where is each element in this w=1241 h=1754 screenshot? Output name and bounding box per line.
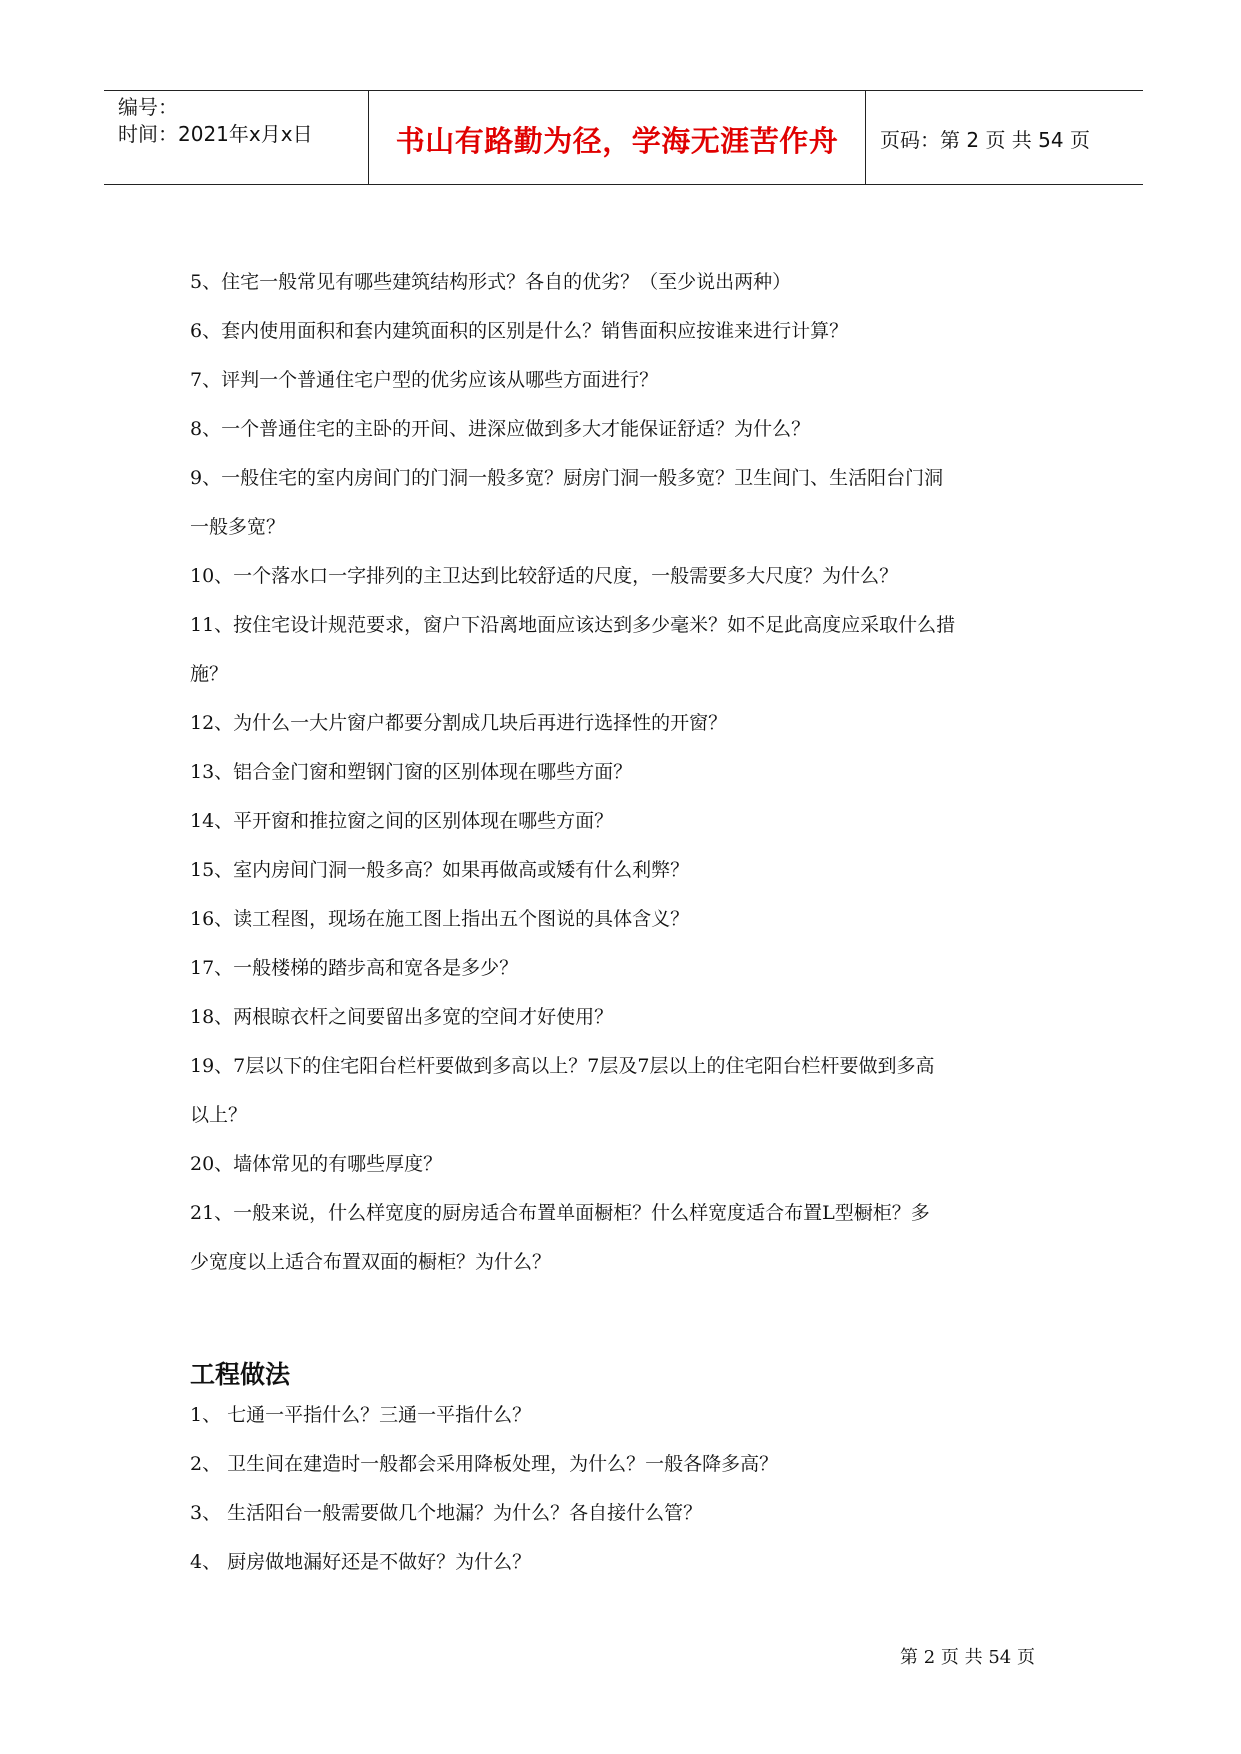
question-line: 9、一般住宅的室内房间门的门洞一般多宽？厨房门洞一般多宽？卫生间门、生活阳台门洞 xyxy=(190,467,944,489)
document-number-label: 编号： xyxy=(118,95,178,119)
page-footer-number: 第 2 页 共 54 页 xyxy=(900,1647,1035,1668)
header-motto: 书山有路勤为径，学海无涯苦作舟 xyxy=(395,124,839,158)
question-line: 7、评判一个普通住宅户型的优劣应该从哪些方面进行？ xyxy=(190,369,659,391)
question-line: 20、墙体常见的有哪些厚度？ xyxy=(190,1153,443,1175)
section-title: 工程做法 xyxy=(190,1360,291,1389)
question-line: 6、套内使用面积和套内建筑面积的区别是什么？销售面积应按谁来进行计算？ xyxy=(190,320,849,342)
question-line: 以上？ xyxy=(190,1104,248,1126)
section-item: 3、 生活阳台一般需要做几个地漏？为什么？各自接什么管？ xyxy=(190,1502,703,1524)
page-header xyxy=(104,90,1143,185)
question-line: 8、一个普通住宅的主卧的开间、进深应做到多大才能保证舒适？为什么？ xyxy=(190,418,811,440)
section-item: 4、 厨房做地漏好还是不做好？为什么？ xyxy=(190,1551,532,1573)
section-item: 2、 卫生间在建造时一般都会采用降板处理，为什么？一般各降多高？ xyxy=(190,1453,779,1475)
question-line: 14、平开窗和推拉窗之间的区别体现在哪些方面？ xyxy=(190,810,614,832)
question-line: 12、为什么一大片窗户都要分割成几块后再进行选择性的开窗？ xyxy=(190,712,728,734)
question-line: 21、一般来说，什么样宽度的厨房适合布置单面橱柜？什么样宽度适合布置L型橱柜？多 xyxy=(190,1202,930,1224)
question-line: 13、铝合金门窗和塑钢门窗的区别体现在哪些方面？ xyxy=(190,761,633,783)
question-line: 15、室内房间门洞一般多高？如果再做高或矮有什么利弊？ xyxy=(190,859,690,881)
header-left-cell xyxy=(104,91,369,184)
question-line: 一般多宽？ xyxy=(190,516,286,538)
question-line: 19、7层以下的住宅阳台栏杆要做到多高以上？7层及7层以上的住宅阳台栏杆要做到多高 xyxy=(190,1055,935,1077)
question-line: 施？ xyxy=(190,663,229,685)
header-page-cell xyxy=(866,91,1143,184)
question-line: 11、按住宅设计规范要求，窗户下沿离地面应该达到多少毫米？如不足此高度应采取什么措 xyxy=(190,614,956,636)
question-line: 17、一般楼梯的踏步高和宽各是多少？ xyxy=(190,957,519,979)
question-line: 少宽度以上适合布置双面的橱柜？为什么？ xyxy=(190,1251,552,1273)
document-time-label: 时间：2021年x月x日 xyxy=(118,122,313,146)
question-line: 18、两根晾衣杆之间要留出多宽的空间才好使用？ xyxy=(190,1006,614,1028)
header-motto-cell xyxy=(369,91,866,184)
question-line: 10、一个落水口一字排列的主卫达到比较舒适的尺度，一般需要多大尺度？为什么？ xyxy=(190,565,899,587)
header-page-number: 页码：第 2 页 共 54 页 xyxy=(880,128,1090,152)
question-line: 5、住宅一般常见有哪些建筑结构形式？各自的优劣？（至少说出两种） xyxy=(190,271,792,293)
question-line: 16、读工程图，现场在施工图上指出五个图说的具体含义？ xyxy=(190,908,690,930)
section-item: 1、 七通一平指什么？三通一平指什么？ xyxy=(190,1404,532,1426)
